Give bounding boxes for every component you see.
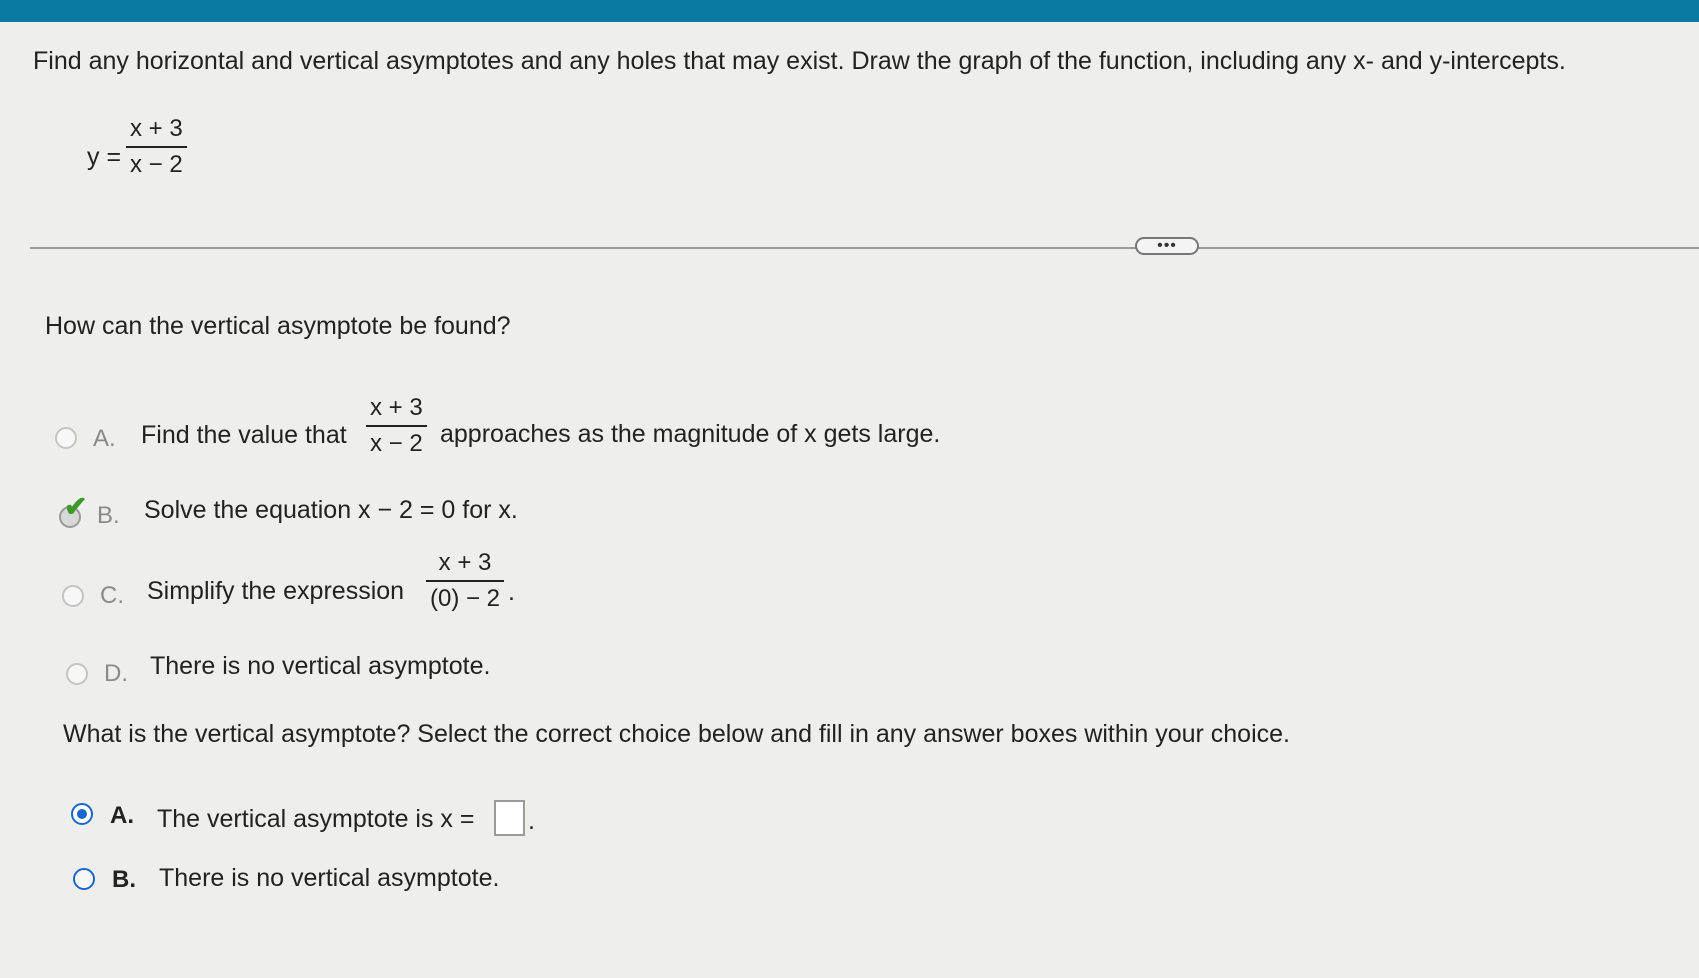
- q1-option-c-radio[interactable]: [62, 585, 84, 607]
- q1-option-c-denominator: (0) − 2: [426, 580, 504, 613]
- q1-option-a-text-before: Find the value that: [141, 421, 347, 449]
- q1-option-a-fraction: [366, 394, 427, 458]
- q2-option-b-text: There is no vertical asymptote.: [159, 864, 500, 892]
- ellipsis-icon: •••: [1157, 237, 1177, 254]
- q2-option-a-letter: A.: [110, 802, 134, 829]
- q2-option-b-letter: B.: [112, 866, 136, 893]
- check-icon: ✔: [64, 491, 88, 522]
- function-fraction: [126, 115, 187, 179]
- q1-option-d-radio[interactable]: [66, 663, 88, 685]
- more-button[interactable]: [1135, 237, 1199, 255]
- function-lhs: y =: [87, 143, 122, 171]
- q1-option-a-text-after: approaches as the magnitude of x gets large.: [440, 420, 941, 448]
- question2-prompt: What is the vertical asymptote? Select the correct choice below and fill in any answer boxes within your choice.: [63, 720, 1290, 748]
- q1-option-a-letter: A.: [93, 425, 116, 452]
- q1-option-c-letter: C.: [100, 582, 124, 609]
- section-divider: [30, 247, 1699, 249]
- function-numerator: x + 3: [130, 115, 183, 142]
- q2-option-a-text: The vertical asymptote is x =: [157, 805, 475, 833]
- q1-option-c-numerator: x + 3: [438, 549, 492, 576]
- q1-option-b-text: Solve the equation x − 2 = 0 for x.: [144, 496, 518, 524]
- q1-option-d-letter: D.: [104, 660, 128, 687]
- q1-option-c-text-after: .: [508, 578, 515, 606]
- function-denominator: x − 2: [126, 146, 187, 179]
- q1-option-a-radio[interactable]: [55, 427, 77, 449]
- question1-prompt: How can the vertical asymptote be found?: [45, 312, 511, 340]
- q1-option-c-fraction: [426, 549, 504, 613]
- q1-option-d-text: There is no vertical asymptote.: [150, 652, 491, 680]
- top-bar: [0, 0, 1699, 22]
- q1-option-b-letter: B.: [97, 502, 120, 529]
- q1-option-a-denominator: x − 2: [366, 425, 427, 458]
- q2-option-a-radio[interactable]: [71, 803, 93, 825]
- q2-option-a-suffix: .: [528, 807, 535, 835]
- q1-option-a-numerator: x + 3: [370, 394, 423, 421]
- q2-option-b-radio[interactable]: [73, 868, 95, 890]
- q1-option-c-text-before: Simplify the expression: [147, 577, 405, 605]
- instructions-text: Find any horizontal and vertical asymptotes and any holes that may exist. Draw the graph of the function, including any x- and y-intercepts.: [33, 47, 1566, 75]
- vertical-asymptote-answer-box[interactable]: [494, 800, 525, 836]
